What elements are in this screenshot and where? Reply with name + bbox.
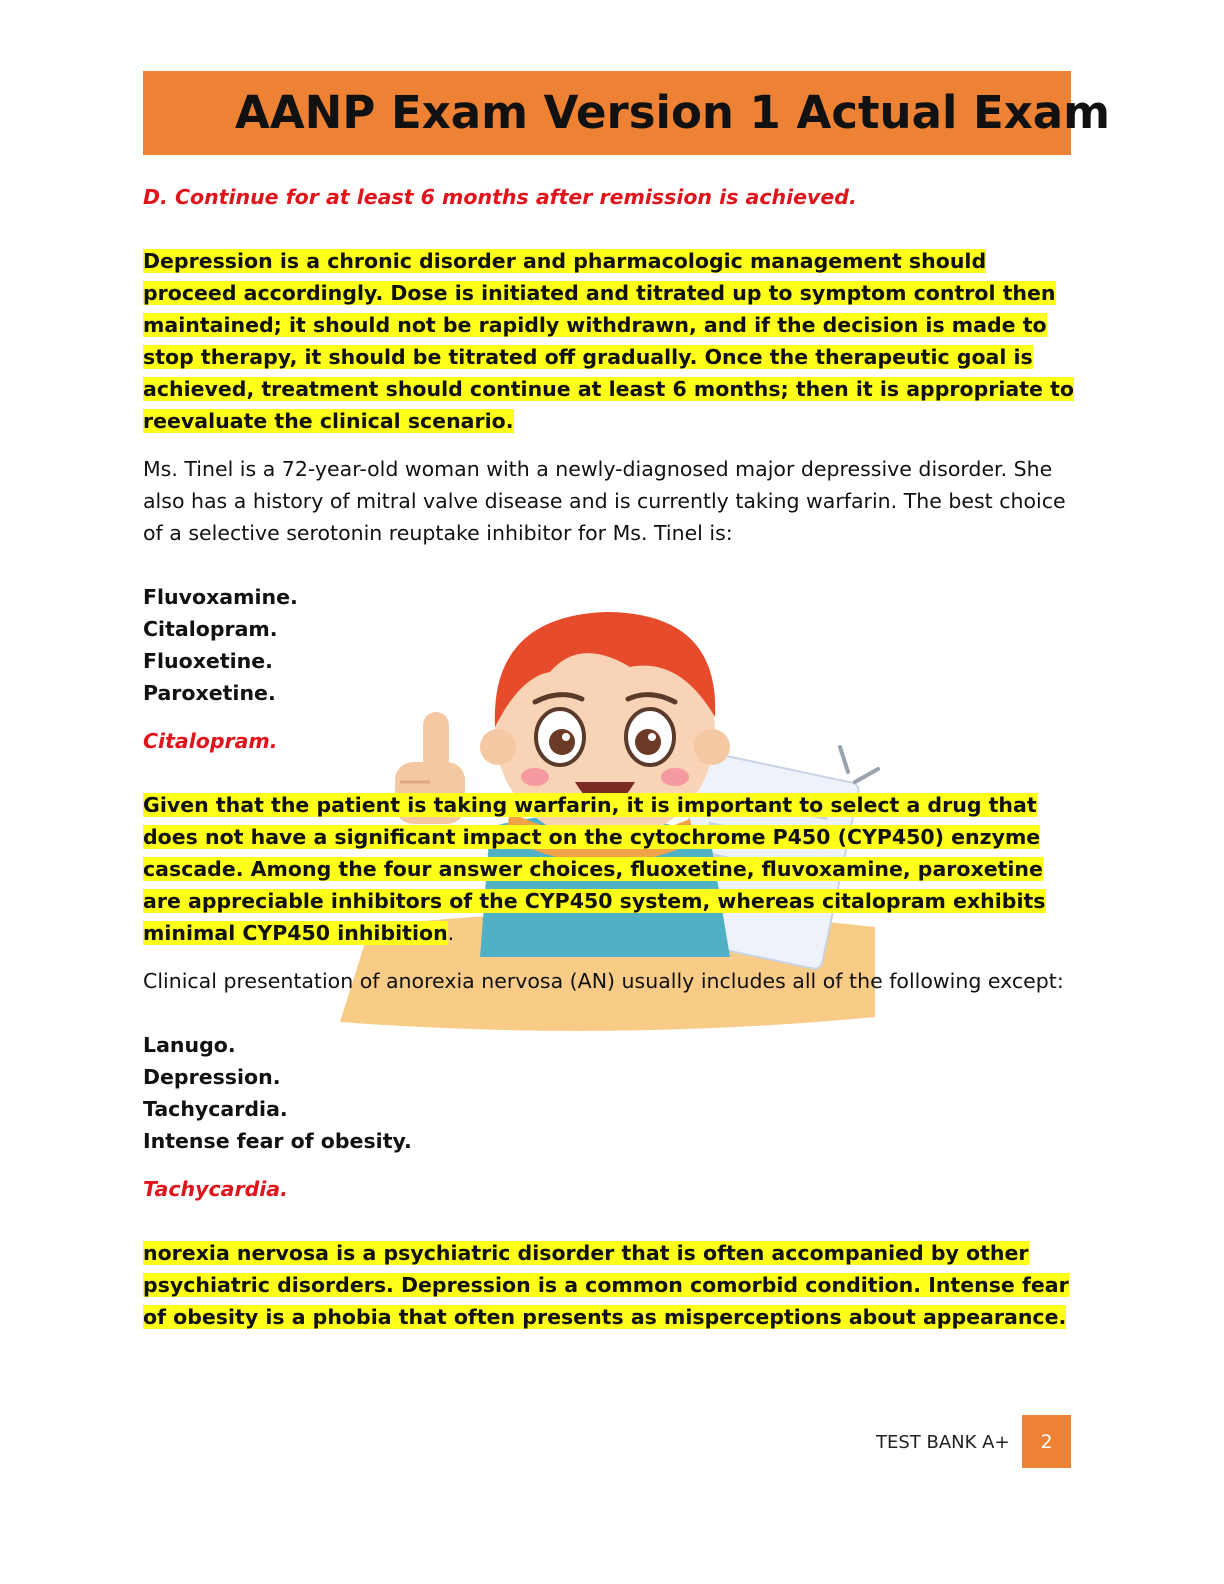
option-item: Fluoxetine. [143,649,273,673]
option-item: Intense fear of obesity. [143,1129,412,1153]
previous-rationale-paragraph [143,245,1078,437]
question-2-rationale: norexia nervosa is a psychiatric disorder that is often accompanied by other psychiatric disorders. Depression is a common comorbid condition. Intense fear of obesity is a phobia that often presents as misperceptions about appearance. [143,1241,1069,1329]
page-number: 2 [1040,1430,1053,1453]
footer-label: TEST BANK A+ [876,1432,1010,1453]
question-1-rationale-paragraph [143,789,1078,949]
question-1-options [143,581,1078,709]
main-content [143,181,1078,1333]
question-2-text: Clinical presentation of anorexia nervosa (AN) usually includes all of the following except: [143,969,1064,993]
option-item: Paroxetine. [143,681,276,705]
question-1-rationale: Given that the patient is taking warfarin, it is important to select a drug that does not have a significant impact on the cytochrome P450 (CYP450) enzyme cascade. Among the four answer choices, fluoxetine, fluvoxamine, paroxetine are appreciable inhibitors of the CYP450 system, whereas citalopram exhibits minimal CYP450 inhibition [143,793,1046,945]
question-1-text: Ms. Tinel is a 72-year-old woman with a newly-diagnosed major depressive disorder. She also has a history of mitral valve disease and is currently taking warfarin. The best choice of a selective serotonin reuptake inhibitor for Ms. Tinel is: [143,457,1066,545]
option-item: Tachycardia. [143,1097,288,1121]
previous-rationale: Depression is a chronic disorder and pharmacologic management should proceed accordingly. Dose is initiated and titrated up to symptom control then maintained; it should not be rapidly withdrawn, and if the decision is made to stop therapy, it should be titrated off gradually. Once the therapeutic goal is achieved, treatment should continue at least 6 months; then it is appropriate to reevaluate the clinical scenario. [143,249,1074,433]
page-number-box [1022,1415,1071,1468]
header-bar [143,71,1111,155]
option-item: Citalopram. [143,617,278,641]
option-item: Depression. [143,1065,281,1089]
page-title: AANP Exam Version 1 Actual Exam [235,86,1111,139]
question-1-rationale-end: . [447,921,455,945]
question-1-answer: Citalopram. [143,729,278,753]
option-item: Lanugo. [143,1033,236,1057]
previous-answer: D. Continue for at least 6 months after remission is achieved. [143,185,857,209]
option-item: Fluvoxamine. [143,585,298,609]
question-2-options [143,1029,1078,1157]
question-2-rationale-paragraph [143,1237,1078,1333]
question-2-answer: Tachycardia. [143,1177,288,1201]
